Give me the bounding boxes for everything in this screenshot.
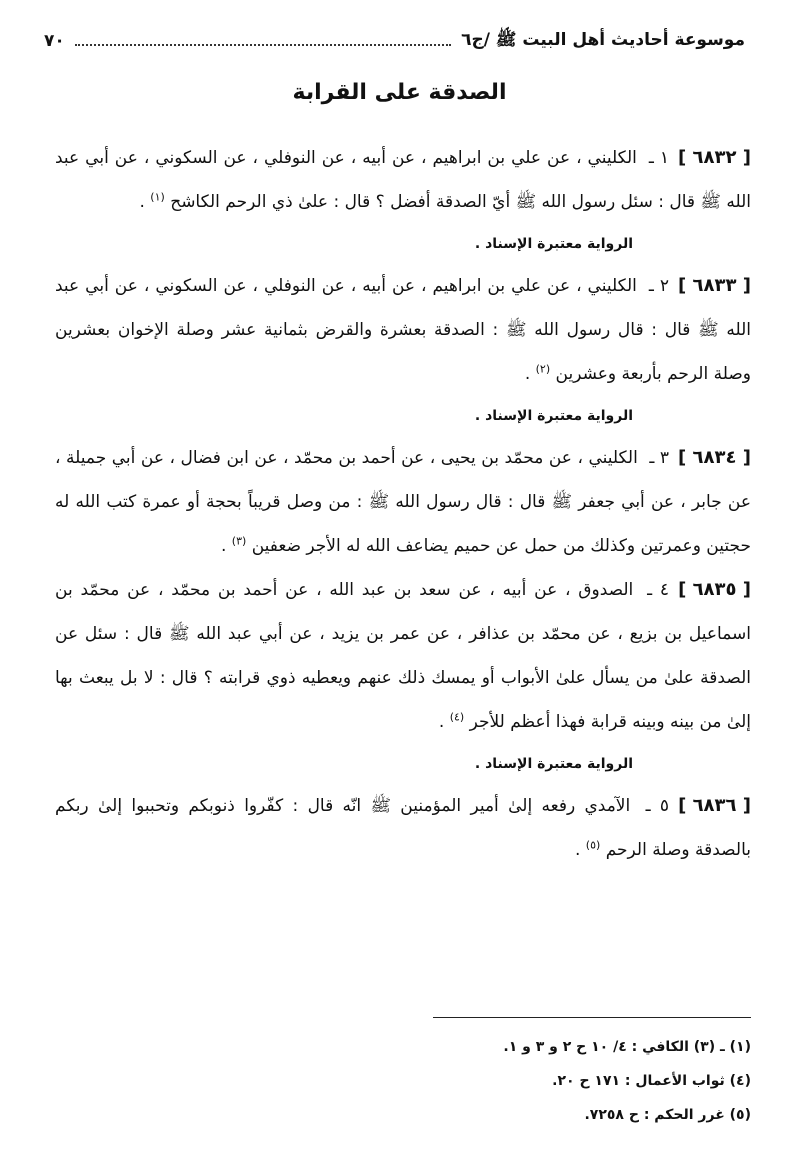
chain-verdict: الرواية معتبرة الإسناد . <box>474 408 633 424</box>
footnote-ref: (٢) <box>535 362 551 376</box>
footnote-ref: (٤) <box>449 710 465 724</box>
hadith-entry <box>55 436 751 568</box>
chain-verdict: الرواية معتبرة الإسناد . <box>474 236 633 252</box>
footnote-ref: (١) <box>150 190 165 204</box>
hadith-number: [ ٦٨٣٤ ] <box>678 447 751 468</box>
hadith-sequence: ٣ ـ <box>649 448 669 468</box>
hadith-end: . <box>438 712 445 732</box>
hadith-text: الكليني ، عن علي بن ابراهيم ، عن أبيه ، عن النوفلي ، عن السكوني ، عن أبي عبد الله ﷺ قال : سئل رسول الله ﷺ أيّ الصدقة أفضل ؟ قال : علىٰ ذي الرحم الكاشح <box>55 148 751 212</box>
hadith-text: الكليني ، عن محمّد بن يحيى ، عن أحمد بن محمّد ، عن ابن فضال ، عن أبي جميلة ، عن جابر ، عن أبي جعفر ﷺ قال : قال رسول الله ﷺ : من وصل قريباً بحجة أو عمرة كتب الله له حجتين وعمرتين وكذلك من حمل عن حميم يضاعف الله له الأجر ضعفين <box>55 448 751 556</box>
footnote: (١) ـ (٣) الكافي : ٤/ ١٠ ح ٢ و ٣ و ١. <box>503 1039 751 1055</box>
hadith-end: . <box>524 364 531 384</box>
hadith-sequence: ٢ ـ <box>648 276 669 296</box>
book-title: موسوعة أحاديث أهل البيت ﷺ /ج٦ <box>461 29 745 50</box>
hadith-text-block <box>55 784 751 872</box>
section-title: الصدقة على القرابة <box>292 80 507 105</box>
hadith-entry <box>55 568 751 784</box>
hadith-end: . <box>574 840 581 860</box>
footnote-divider <box>433 1017 751 1018</box>
chain-verdict: الرواية معتبرة الإسناد . <box>474 756 633 772</box>
running-head <box>44 24 745 58</box>
hadith-text: الآمدي رفعه إلىٰ أمير المؤمنين ﷺ انّه قال : كفّروا ذنوبكم وتحببوا إلىٰ ربكم بالصدقة وصلة الرحم <box>55 796 751 860</box>
footnote-ref: (٥) <box>585 838 601 852</box>
hadith-number: [ ٦٨٣٣ ] <box>678 275 751 296</box>
hadith-list <box>55 136 751 872</box>
hadith-sequence: ٤ ـ <box>647 580 670 600</box>
hadith-entry <box>55 136 751 264</box>
footnote: (٤) ثواب الأعمال : ١٧١ ح ٢٠. <box>552 1073 751 1089</box>
hadith-sequence: ١ ـ <box>648 148 669 168</box>
footnote-ref: (٣) <box>231 534 247 548</box>
hadith-text: الصدوق ، عن أبيه ، عن سعد بن عبد الله ، عن أحمد بن محمّد ، عن محمّد بن اسماعيل بن بزيع ، عن محمّد بن عذافر ، عن عمر بن يزيد ، عن أبي عبد الله ﷺ قال : سئل عن الصدقة علىٰ من يسأل علىٰ الأبواب أو يمسك ذلك عنهم ويعطيه ذوي قرابته ؟ قال : لا بل يبعث بها إلىٰ من بينه وبينه قرابة فهذا أعظم للأجر <box>55 580 751 732</box>
hadith-text-block <box>55 568 751 744</box>
hadith-entry <box>55 264 751 436</box>
hadith-number: [ ٦٨٣٥ ] <box>678 579 752 600</box>
hadith-sequence: ٥ ـ <box>645 796 670 816</box>
header-dot-leader <box>75 44 451 46</box>
hadith-end: . <box>220 536 227 556</box>
hadith-number: [ ٦٨٣٢ ] <box>678 147 751 168</box>
hadith-number: [ ٦٨٣٦ ] <box>678 795 752 816</box>
page-number: ٧٠ <box>44 31 65 51</box>
footnote: (٥) غرر الحكم : ح ٧٢٥٨. <box>584 1107 751 1123</box>
hadith-end: . <box>139 192 145 212</box>
hadith-text-block <box>55 436 751 568</box>
footnotes <box>200 1030 751 1132</box>
hadith-text-block <box>55 136 751 224</box>
hadith-text: الكليني ، عن علي بن ابراهيم ، عن أبيه ، عن النوفلي ، عن السكوني ، عن أبي عبد الله ﷺ قال : قال رسول الله ﷺ : الصدقة بعشرة والقرض بثمانية عشر وصلة الإخوان بعشرين وصلة الرحم بأربعة وعشرين <box>55 276 751 384</box>
hadith-text-block <box>55 264 751 396</box>
hadith-entry <box>55 784 751 872</box>
